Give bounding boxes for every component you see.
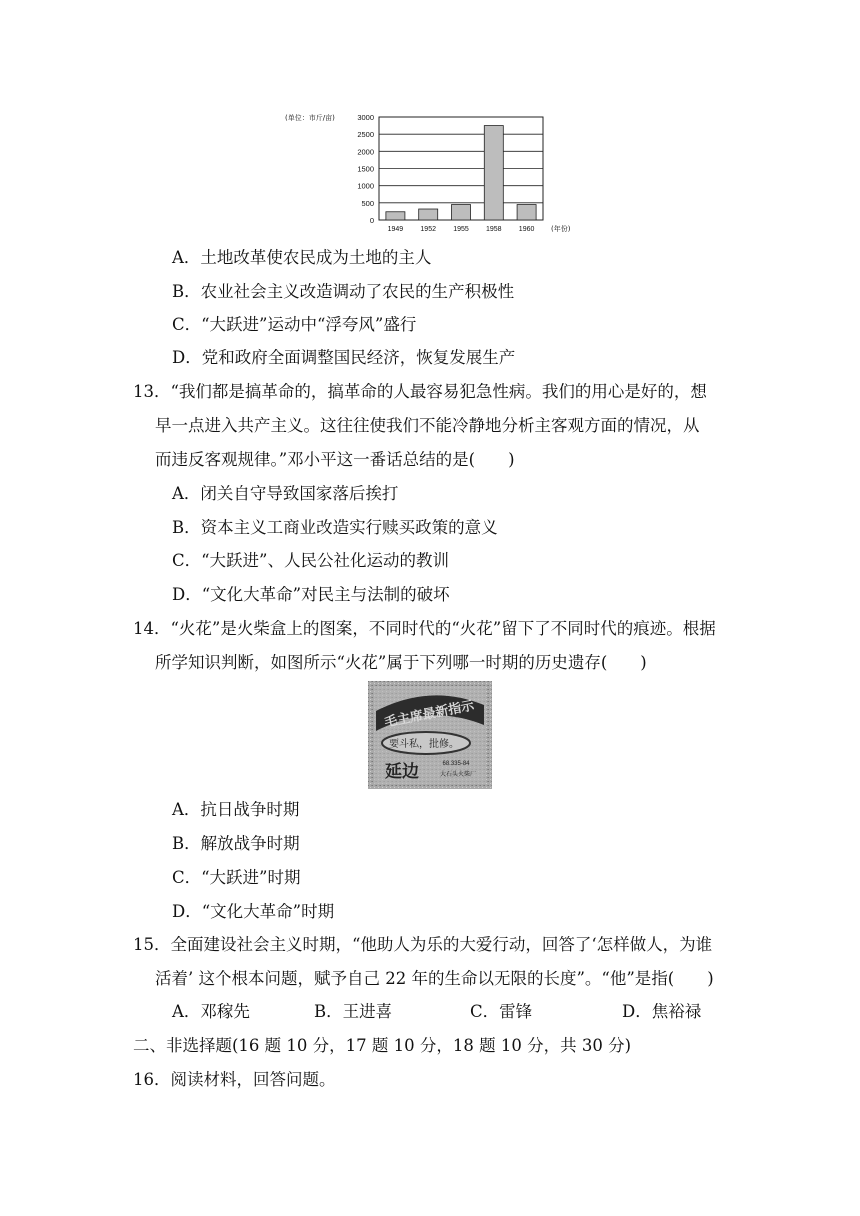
x-tick-label: 1949 bbox=[387, 226, 404, 233]
bar-1949 bbox=[386, 212, 405, 220]
q15-option-a: A．邓稼先 bbox=[172, 1002, 250, 1021]
y-tick-label: 2000 bbox=[357, 147, 374, 157]
q13-option-d: D．“文化大革命”对民主与法制的破坏 bbox=[172, 585, 450, 604]
q14-option-c: C．“大跃进”时期 bbox=[172, 868, 301, 887]
q13-stem-line-2: 早一点进入共产主义。这往往使我们不能冷静地分析主客观方面的情况，从 bbox=[155, 416, 700, 435]
bar-1960 bbox=[517, 205, 536, 220]
q16-stem: 16．阅读材料，回答问题。 bbox=[133, 1070, 336, 1089]
y-tick-label: 0 bbox=[369, 216, 374, 225]
q15-stem-line-2: 活着’ 这个根本问题，赋予自己 22 年的生命以无限的长度”。“他”是指( ) bbox=[155, 969, 714, 988]
q13-option-b: B．资本主义工商业改造实行赎买政策的意义 bbox=[172, 518, 498, 537]
section-2-heading: 二、非选择题(16 题 10 分，17 题 10 分，18 题 10 分，共 30 分) bbox=[133, 1036, 632, 1055]
bar-1952 bbox=[419, 209, 438, 220]
q12-option-c: C．“大跃进”运动中“浮夸风”盛行 bbox=[172, 315, 417, 334]
x-tick-label: 1958 bbox=[486, 226, 502, 233]
matchbox-label-image bbox=[368, 681, 492, 789]
q15-stem-line-1: 15．全面建设社会主义时期，“他助人为乐的大爱行动，回答了‘怎样做人，为谁 bbox=[133, 935, 713, 954]
yield-bar-chart bbox=[285, 108, 590, 236]
q14-option-b: B．解放战争时期 bbox=[172, 834, 300, 853]
y-tick-label: 2500 bbox=[357, 130, 374, 140]
x-tick-label: 1955 bbox=[453, 226, 469, 233]
q13-stem-line-3: 而违反客观规律。”邓小平这一番话总结的是( ) bbox=[155, 450, 515, 469]
bar-1955 bbox=[451, 205, 470, 220]
matchbox-bottom-text: 延边 bbox=[385, 762, 419, 782]
q13-option-c: C．“大跃进”、人民公社化运动的教训 bbox=[172, 551, 449, 570]
q14-stem-line-2: 所学知识判断，如图所示“火花”属于下列哪一时期的历史遗存( ) bbox=[155, 653, 647, 672]
q15-option-c: C．雷锋 bbox=[470, 1002, 533, 1021]
q15-option-d: D．焦裕禄 bbox=[622, 1002, 702, 1021]
q14-option-d: D．“文化大革命”时期 bbox=[172, 902, 335, 921]
x-axis-label: (年份) bbox=[551, 225, 571, 233]
x-tick-label: 1952 bbox=[420, 226, 436, 233]
q13-option-a: A．闭关自守导致国家落后挨打 bbox=[172, 484, 399, 503]
matchbox-banner-text: 毛主席最新指示 bbox=[383, 697, 476, 730]
y-tick-label: 3000 bbox=[357, 113, 374, 122]
q15-option-b: B．王进喜 bbox=[314, 1002, 393, 1021]
matchbox-code-text: 68.335-84 bbox=[442, 761, 470, 767]
matchbox-factory-text: 大石头火柴厂 bbox=[439, 771, 477, 778]
q12-option-a: A．土地改革使农民成为土地的主人 bbox=[172, 248, 432, 267]
x-tick-label: 1960 bbox=[518, 226, 535, 233]
y-unit-label: (单位：市斤/亩) bbox=[285, 114, 335, 122]
q14-stem-line-1: 14．“火花”是火柴盒上的图案，不同时代的“火花”留下了不同时代的痕迹。根据 bbox=[133, 619, 716, 638]
q12-option-d: D．党和政府全面调整国民经济，恢复发展生产 bbox=[172, 348, 516, 367]
q12-option-b: B．农业社会主义改造调动了农民的生产积极性 bbox=[172, 282, 515, 301]
q14-option-a: A．抗日战争时期 bbox=[172, 800, 300, 819]
bar-1958 bbox=[484, 126, 503, 220]
matchbox-middle-text: 要斗私，批修。 bbox=[389, 739, 459, 750]
y-tick-label: 500 bbox=[361, 198, 374, 208]
q13-stem-line-1: 13．“我们都是搞革命的，搞革命的人最容易犯急性病。我们的用心是好的，想 bbox=[133, 382, 707, 401]
y-tick-label: 1500 bbox=[357, 164, 374, 174]
y-tick-label: 1000 bbox=[357, 181, 374, 191]
